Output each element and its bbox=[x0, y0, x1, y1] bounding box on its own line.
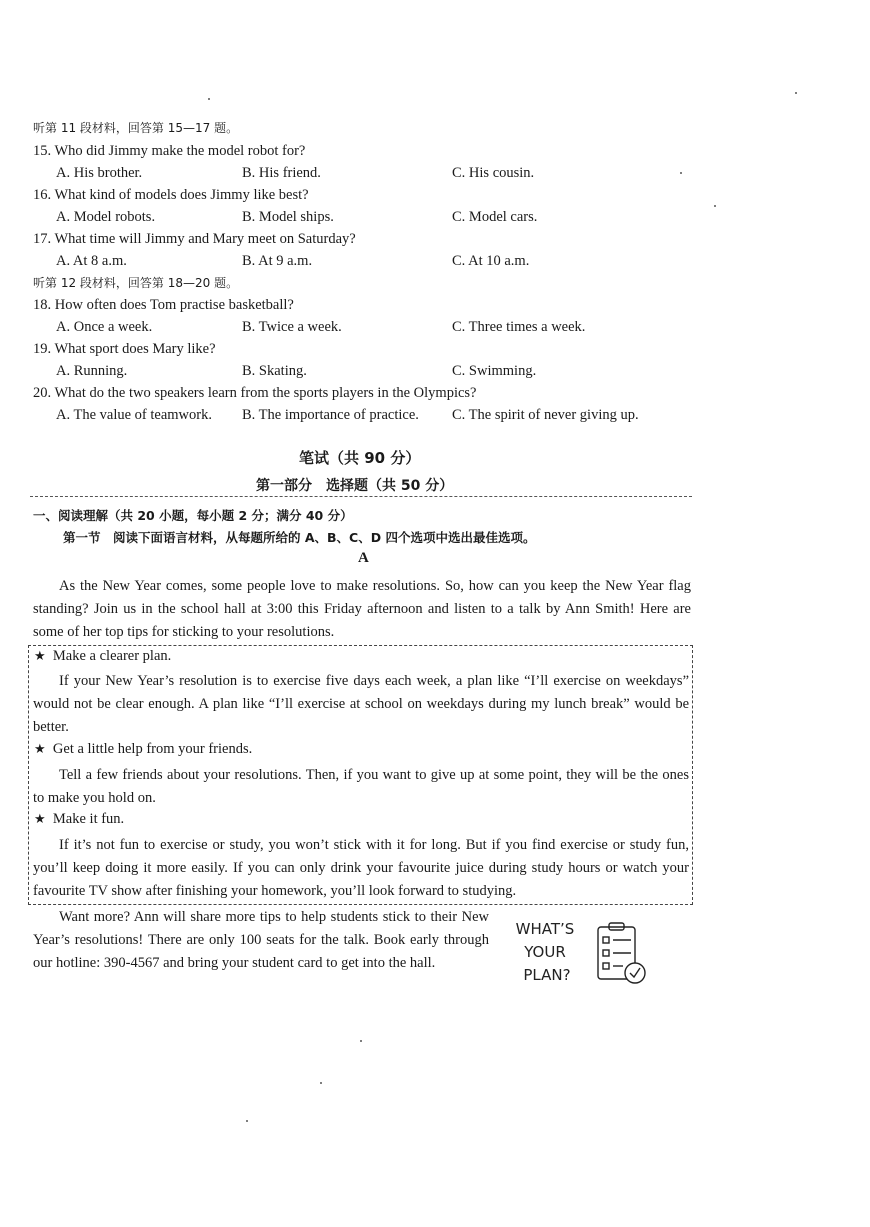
option-16-a: A. Model robots. bbox=[56, 209, 156, 225]
option-16-c: C. Model cars. bbox=[452, 209, 538, 225]
plan-graphic bbox=[505, 917, 655, 989]
option-20-c: C. The spirit of never giving up. bbox=[452, 407, 639, 423]
option-19-a: A. Running. bbox=[56, 363, 128, 379]
scan-speck bbox=[246, 1120, 248, 1122]
option-18-c: C. Three times a week. bbox=[452, 319, 586, 335]
option-17-a: A. At 8 a.m. bbox=[56, 253, 127, 269]
reading-instruction: 第一节 阅读下面语言材料，从每题所给的 A、B、C、D 四个选项中选出最佳选项。 bbox=[63, 530, 536, 545]
passage-outro: Want more? Ann will share more tips to help students stick to their New Year’s resolutions! There are only 100 seats for the talk. Book early through our hotline: 390-4567 and bring your student card to get into the hall. bbox=[33, 909, 489, 971]
option-16-b: B. Model ships. bbox=[242, 209, 334, 225]
clipboard-checklist-icon bbox=[598, 923, 645, 983]
option-15-c: C. His cousin. bbox=[452, 165, 535, 181]
question-19: 19. What sport does Mary like? bbox=[33, 341, 216, 357]
scan-speck bbox=[208, 98, 210, 100]
option-18-a: A. Once a week. bbox=[56, 319, 153, 335]
passage-intro: As the New Year comes, some people love to make resolutions. So, how can you keep the New Year flag standing? Join us in the school hall at 3:00 this Friday afternoon and listen to a talk by Ann Smith! Here are some of her top tips for sticking to your resolutions. bbox=[33, 578, 691, 640]
star-icon: ★ bbox=[34, 742, 46, 757]
option-20-b: B. The importance of practice. bbox=[242, 407, 419, 423]
section-divider bbox=[30, 496, 692, 497]
listening-section-11: 听第 11 段材料，回答第 15—17 题。 bbox=[33, 121, 239, 135]
option-15-a: A. His brother. bbox=[56, 165, 143, 181]
tip-3-body: If it’s not fun to exercise or study, you won’t stick with it for long. But if you find exercise or study fun, you’ll keep doing it more easily. If you can only drink your favourite juice during study hours or watch your favourite TV show after finishing your homework, you’ll look forward to studying. bbox=[33, 837, 689, 899]
option-17-b: B. At 9 a.m. bbox=[242, 253, 313, 269]
star-icon: ★ bbox=[34, 812, 46, 827]
written-title: 笔试（共 90 分） bbox=[299, 449, 421, 467]
whats-your-plan-logo bbox=[505, 917, 655, 989]
tip-1-heading bbox=[34, 647, 171, 666]
tip-2-heading bbox=[34, 740, 252, 759]
scan-speck bbox=[714, 205, 716, 207]
scan-speck bbox=[795, 92, 797, 94]
logo-line-2: YOUR bbox=[524, 943, 566, 961]
scan-speck bbox=[360, 1040, 362, 1042]
question-16: 16. What kind of models does Jimmy like best? bbox=[33, 187, 309, 203]
option-17-c: C. At 10 a.m. bbox=[452, 253, 530, 269]
passage-label: A bbox=[358, 550, 369, 566]
question-15: 15. Who did Jimmy make the model robot for? bbox=[33, 143, 306, 159]
tip-3-title: Make it fun. bbox=[52, 811, 125, 827]
option-19-c: C. Swimming. bbox=[452, 363, 537, 379]
tip-1-body: If your New Year’s resolution is to exercise five days each week, a plan like “I’ll exercise on weekdays” would not be clear enough. A plan like “I’ll exercise at school on weekdays during my lunch break” would be better. bbox=[33, 673, 689, 735]
logo-line-1: WHAT’S bbox=[515, 920, 575, 938]
scan-speck bbox=[680, 172, 682, 174]
tip-1-title: Make a clearer plan. bbox=[52, 648, 172, 664]
option-15-b: B. His friend. bbox=[242, 165, 321, 181]
logo-line-3: PLAN? bbox=[523, 966, 571, 984]
tip-3-heading bbox=[34, 810, 124, 829]
listening-section-12: 听第 12 段材料，回答第 18—20 题。 bbox=[33, 276, 239, 290]
tip-2-body: Tell a few friends about your resolutions. Then, if you want to give up at some point, they will be the ones to make you hold on. bbox=[33, 767, 689, 806]
reading-section-title: 一、阅读理解（共 20 小题，每小题 2 分；满分 40 分） bbox=[33, 508, 353, 523]
scan-speck bbox=[320, 1082, 322, 1084]
option-20-a: A. The value of teamwork. bbox=[56, 407, 212, 423]
star-icon: ★ bbox=[34, 649, 46, 664]
tip-2-title: Get a little help from your friends. bbox=[52, 741, 253, 757]
part-one-title: 第一部分 选择题（共 50 分） bbox=[256, 478, 454, 494]
option-19-b: B. Skating. bbox=[242, 363, 307, 379]
question-17: 17. What time will Jimmy and Mary meet on Saturday? bbox=[33, 231, 356, 247]
question-20: 20. What do the two speakers learn from the sports players in the Olympics? bbox=[33, 385, 477, 401]
question-18: 18. How often does Tom practise basketball? bbox=[33, 297, 294, 313]
option-18-b: B. Twice a week. bbox=[242, 319, 342, 335]
